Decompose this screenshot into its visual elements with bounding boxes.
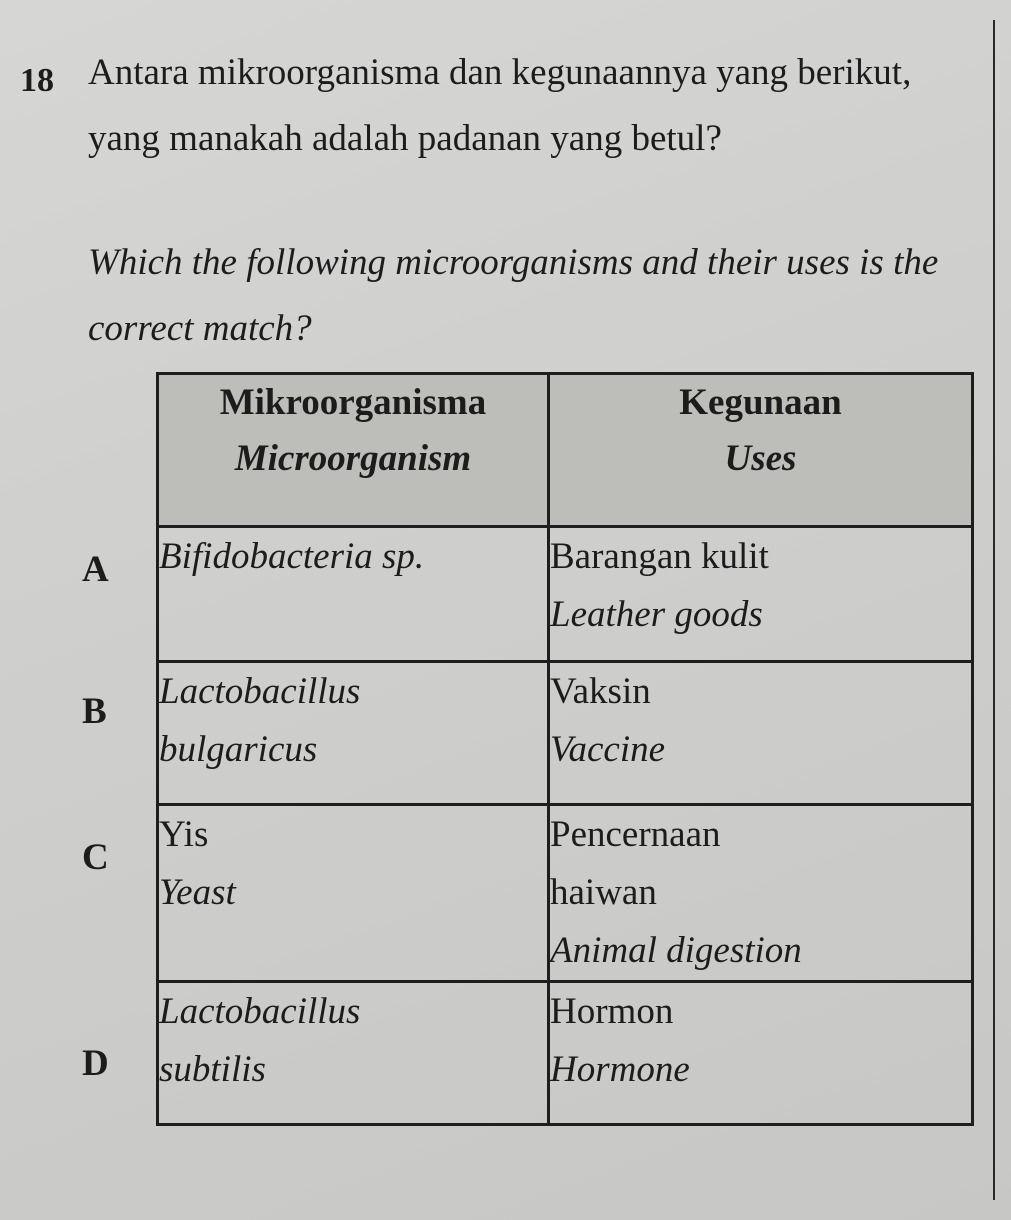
organism-name: Yis <box>159 814 209 855</box>
use-english: Animal digestion <box>550 930 802 971</box>
option-row-c[interactable] <box>158 805 973 982</box>
option-letter-d[interactable]: D <box>82 1043 109 1084</box>
organism-cell <box>158 805 549 982</box>
use-malay-line2: haiwan <box>550 872 657 913</box>
organism-name-line2: bulgaricus <box>159 729 318 770</box>
organism-cell <box>158 527 549 662</box>
organism-name: Lactobacillus <box>159 671 361 712</box>
organism-name: Lactobacillus <box>159 991 361 1032</box>
question-text-malay: Antara mikroorganisma dan kegunaannya yang berikut, yang manakah adalah padanan yang betul? <box>88 52 912 159</box>
organism-name-line2: subtilis <box>159 1049 266 1090</box>
organism-name: Bifidobacteria sp. <box>159 536 425 577</box>
answer-options-table <box>156 372 974 1126</box>
organism-name-english: Yeast <box>159 872 236 913</box>
option-letter-c[interactable]: C <box>82 837 109 878</box>
option-letter-b[interactable]: B <box>82 691 107 732</box>
header-microorganism-english: Microorganism <box>234 438 472 479</box>
organism-cell <box>158 662 549 805</box>
use-cell <box>549 527 973 662</box>
table-header-row <box>158 374 973 527</box>
use-cell <box>549 662 973 805</box>
header-uses-english: Uses <box>724 438 797 479</box>
use-english: Vaccine <box>550 729 666 770</box>
use-malay: Vaksin <box>550 671 651 712</box>
option-letter-a[interactable]: A <box>82 549 109 590</box>
option-row-d[interactable] <box>158 982 973 1125</box>
question-number: 18 <box>20 62 54 99</box>
question-text-english: Which the following microorganisms and their uses is the correct match? <box>88 242 939 349</box>
use-english: Leather goods <box>550 594 763 635</box>
use-malay: Barangan kulit <box>550 536 769 577</box>
header-microorganism <box>158 374 549 527</box>
header-uses <box>549 374 973 527</box>
use-malay: Pencernaan <box>550 814 721 855</box>
margin-rule <box>993 20 995 1200</box>
header-microorganism-malay: Mikroorganisma <box>219 382 487 423</box>
organism-cell <box>158 982 549 1125</box>
use-cell <box>549 982 973 1125</box>
use-english: Hormone <box>550 1049 690 1090</box>
option-row-a[interactable] <box>158 527 973 662</box>
use-malay: Hormon <box>550 991 674 1032</box>
header-uses-malay: Kegunaan <box>679 382 842 423</box>
use-cell <box>549 805 973 982</box>
option-row-b[interactable] <box>158 662 973 805</box>
